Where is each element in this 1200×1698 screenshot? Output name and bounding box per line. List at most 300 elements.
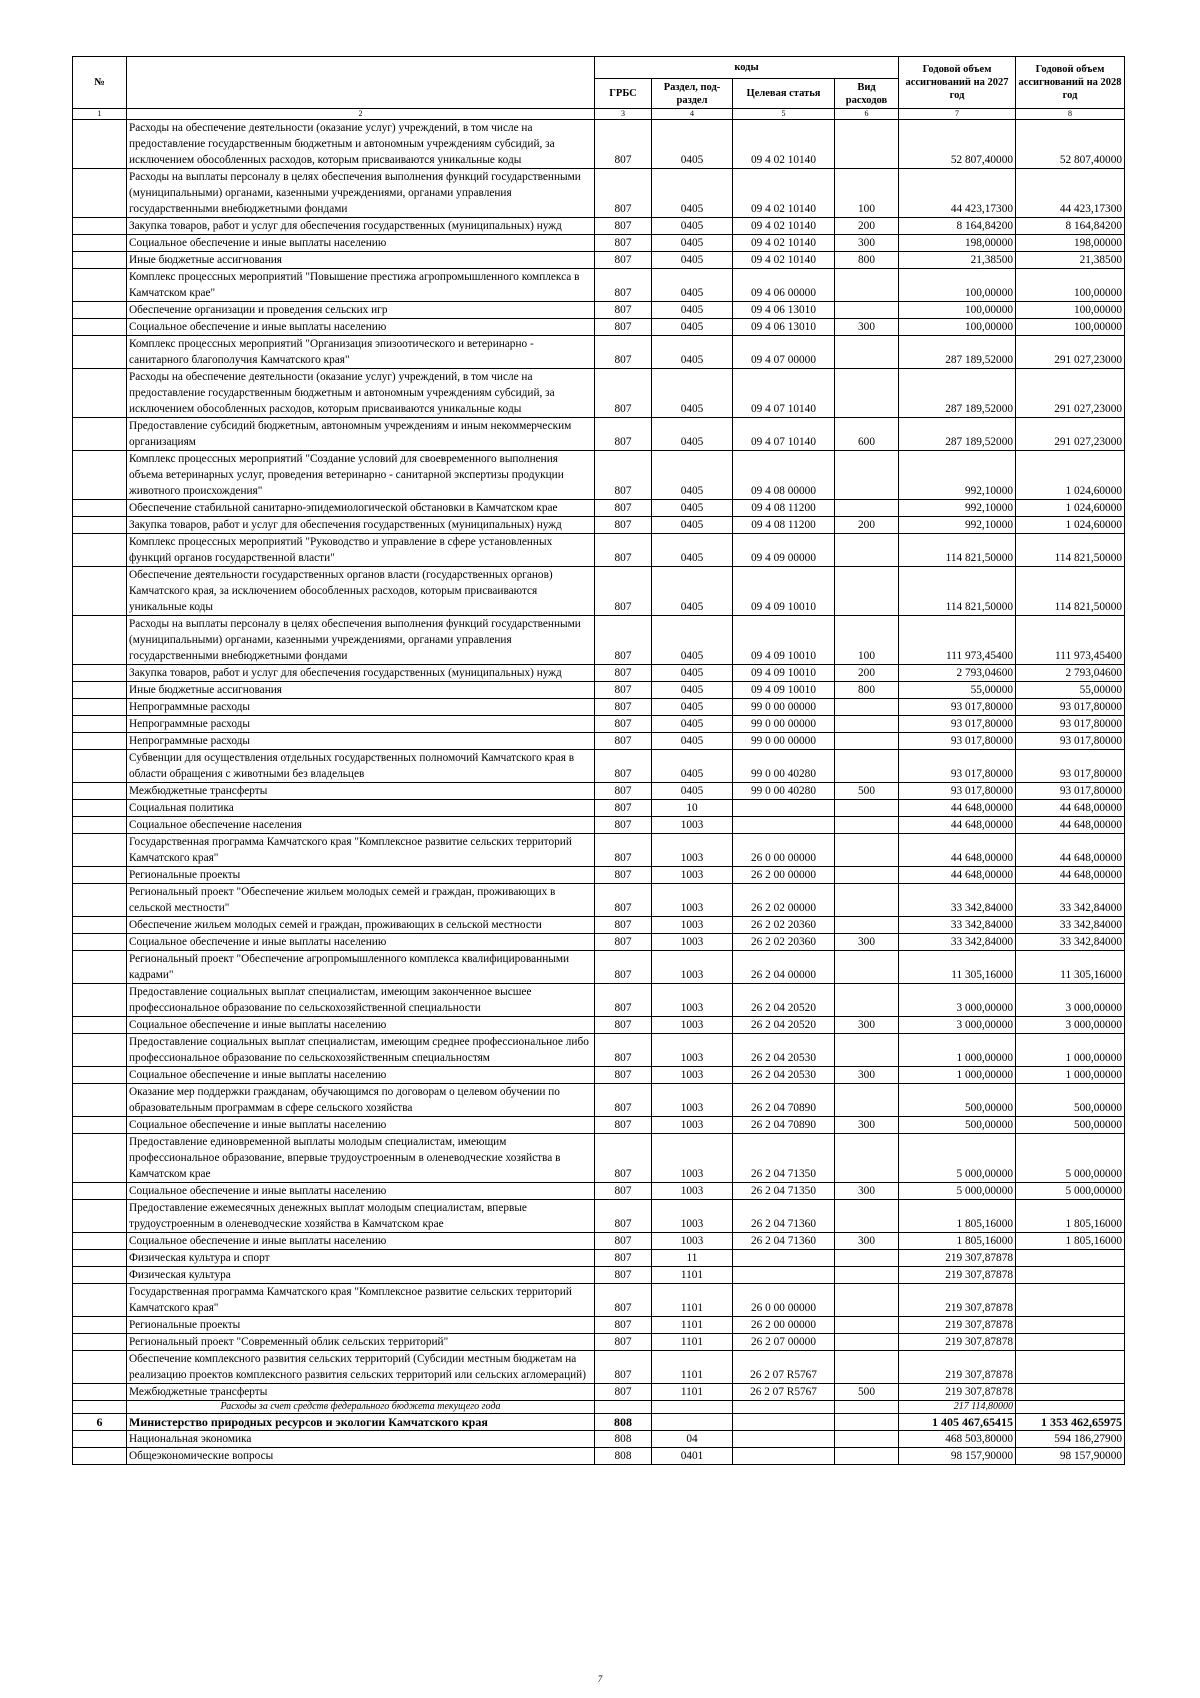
row-grbs: 808 xyxy=(595,1414,652,1431)
row-amount-2028: 44 648,00000 xyxy=(1016,817,1125,834)
row-amount-2028: 2 793,04600 xyxy=(1016,665,1125,682)
row-number xyxy=(73,1017,127,1034)
row-amount-2028: 594 186,27900 xyxy=(1016,1431,1125,1448)
row-amount-2027: 44 648,00000 xyxy=(899,817,1016,834)
row-name: Социальная политика xyxy=(127,800,595,817)
row-amount-2028: 291 027,23000 xyxy=(1016,336,1125,369)
row-amount-2027: 287 189,52000 xyxy=(899,336,1016,369)
row-grbs: 807 xyxy=(595,800,652,817)
row-number xyxy=(73,1200,127,1233)
row-grbs: 807 xyxy=(595,269,652,302)
row-grbs: 807 xyxy=(595,500,652,517)
row-amount-2027: 1 000,00000 xyxy=(899,1067,1016,1084)
row-kind xyxy=(835,800,899,817)
row-target: 09 4 07 00000 xyxy=(733,336,835,369)
row-amount-2027: 44 648,00000 xyxy=(899,867,1016,884)
row-amount-2027: 11 305,16000 xyxy=(899,951,1016,984)
header-number: № xyxy=(73,57,127,109)
row-name: Общеэкономические вопросы xyxy=(127,1448,595,1465)
row-section: 0405 xyxy=(652,169,733,218)
row-name: Непрограммные расходы xyxy=(127,733,595,750)
header-codes: коды xyxy=(595,57,899,79)
row-section xyxy=(652,1401,733,1414)
row-name: Обеспечение жильем молодых семей и граждан, проживающих в сельской местности xyxy=(127,917,595,934)
row-amount-2027: 500,00000 xyxy=(899,1117,1016,1134)
row-kind xyxy=(835,369,899,418)
row-kind: 500 xyxy=(835,783,899,800)
table-row xyxy=(73,750,1125,783)
column-number-row xyxy=(73,109,1125,120)
row-grbs xyxy=(595,1401,652,1414)
row-grbs: 807 xyxy=(595,369,652,418)
table-row xyxy=(73,120,1125,169)
row-name: Региональный проект "Современный облик сельских территорий" xyxy=(127,1334,595,1351)
row-amount-2027: 100,00000 xyxy=(899,302,1016,319)
row-target: 99 0 00 40280 xyxy=(733,783,835,800)
row-kind: 300 xyxy=(835,319,899,336)
table-row xyxy=(73,336,1125,369)
row-grbs: 807 xyxy=(595,733,652,750)
row-grbs: 807 xyxy=(595,451,652,500)
table-row xyxy=(73,1250,1125,1267)
row-target: 09 4 02 10140 xyxy=(733,252,835,269)
row-kind xyxy=(835,1267,899,1284)
row-kind xyxy=(835,917,899,934)
row-amount-2028: 93 017,80000 xyxy=(1016,699,1125,716)
row-kind xyxy=(835,500,899,517)
row-name: Региональный проект "Обеспечение жильем молодых семей и граждан, проживающих в сельской местности" xyxy=(127,884,595,917)
row-section: 0405 xyxy=(652,716,733,733)
table-row xyxy=(73,218,1125,235)
table-row xyxy=(73,1084,1125,1117)
row-amount-2027: 93 017,80000 xyxy=(899,750,1016,783)
row-name: Непрограммные расходы xyxy=(127,716,595,733)
row-kind xyxy=(835,1034,899,1067)
header-2028: Годовой объем ассигнований на 2028 год xyxy=(1016,57,1125,109)
row-kind xyxy=(835,750,899,783)
table-row xyxy=(73,1351,1125,1384)
row-amount-2028 xyxy=(1016,1334,1125,1351)
row-name: Физическая культура и спорт xyxy=(127,1250,595,1267)
row-kind xyxy=(835,534,899,567)
row-number xyxy=(73,1317,127,1334)
row-number xyxy=(73,783,127,800)
row-grbs: 807 xyxy=(595,218,652,235)
row-name: Расходы за счет средств федерального бюджета текущего года xyxy=(127,1401,595,1414)
row-grbs: 807 xyxy=(595,1200,652,1233)
row-grbs: 807 xyxy=(595,951,652,984)
row-target: 09 4 09 10010 xyxy=(733,682,835,699)
table-row xyxy=(73,917,1125,934)
row-section: 0405 xyxy=(652,336,733,369)
row-amount-2027: 93 017,80000 xyxy=(899,783,1016,800)
row-amount-2028: 114 821,50000 xyxy=(1016,534,1125,567)
row-grbs: 807 xyxy=(595,1267,652,1284)
row-amount-2028: 33 342,84000 xyxy=(1016,884,1125,917)
row-amount-2028: 114 821,50000 xyxy=(1016,567,1125,616)
row-section: 1003 xyxy=(652,1183,733,1200)
row-number xyxy=(73,817,127,834)
row-number xyxy=(73,1067,127,1084)
row-kind xyxy=(835,984,899,1017)
table-row xyxy=(73,1414,1125,1431)
table-row xyxy=(73,1284,1125,1317)
row-name: Социальное обеспечение и иные выплаты населению xyxy=(127,1017,595,1034)
row-kind xyxy=(835,867,899,884)
row-grbs: 807 xyxy=(595,1317,652,1334)
row-target: 09 4 06 00000 xyxy=(733,269,835,302)
row-section: 1003 xyxy=(652,884,733,917)
row-section: 0405 xyxy=(652,699,733,716)
row-name: Физическая культура xyxy=(127,1267,595,1284)
row-section: 1003 xyxy=(652,951,733,984)
row-name: Государственная программа Камчатского края "Комплексное развитие сельских территорий Камчатского края" xyxy=(127,834,595,867)
table-row xyxy=(73,834,1125,867)
row-grbs: 807 xyxy=(595,1334,652,1351)
row-amount-2028 xyxy=(1016,1401,1125,1414)
row-grbs: 807 xyxy=(595,567,652,616)
row-target xyxy=(733,1414,835,1431)
row-grbs: 807 xyxy=(595,682,652,699)
row-number xyxy=(73,682,127,699)
row-target xyxy=(733,1448,835,1465)
row-amount-2028: 33 342,84000 xyxy=(1016,917,1125,934)
row-amount-2028: 1 000,00000 xyxy=(1016,1067,1125,1084)
row-grbs: 807 xyxy=(595,1084,652,1117)
row-section: 11 xyxy=(652,1250,733,1267)
row-section: 0405 xyxy=(652,302,733,319)
row-kind: 300 xyxy=(835,1067,899,1084)
row-target: 09 4 09 10010 xyxy=(733,616,835,665)
row-section: 1003 xyxy=(652,1084,733,1117)
table-row xyxy=(73,1317,1125,1334)
row-name: Обеспечение стабильной санитарно-эпидемиологической обстановки в Камчатском крае xyxy=(127,500,595,517)
table-row xyxy=(73,252,1125,269)
row-name: Расходы на обеспечение деятельности (оказание услуг) учреждений, в том числе на предоставление государственным бюджетным и автономным учреждениям субсидий, за исключением обособленных расходов, которым присваиваются уникальные коды xyxy=(127,120,595,169)
row-name: Социальное обеспечение населения xyxy=(127,817,595,834)
row-amount-2028: 93 017,80000 xyxy=(1016,716,1125,733)
row-target: 09 4 07 10140 xyxy=(733,369,835,418)
row-section: 1101 xyxy=(652,1267,733,1284)
row-amount-2028: 33 342,84000 xyxy=(1016,934,1125,951)
row-number xyxy=(73,1401,127,1414)
row-name: Закупка товаров, работ и услуг для обеспечения государственных (муниципальных) нужд xyxy=(127,218,595,235)
row-kind: 300 xyxy=(835,235,899,252)
row-amount-2027: 219 307,87878 xyxy=(899,1250,1016,1267)
row-kind: 300 xyxy=(835,934,899,951)
row-amount-2027: 93 017,80000 xyxy=(899,716,1016,733)
row-name: Комплекс процессных мероприятий "Создание условий для своевременного выполнения объема ветеринарных услуг, проведения ветеринарно - санитарной экспертизы продукции животного происхождения" xyxy=(127,451,595,500)
row-amount-2027: 219 307,87878 xyxy=(899,1334,1016,1351)
row-section: 0405 xyxy=(652,319,733,336)
row-amount-2028: 3 000,00000 xyxy=(1016,1017,1125,1034)
row-amount-2027: 44 648,00000 xyxy=(899,800,1016,817)
table-row xyxy=(73,867,1125,884)
row-amount-2027: 5 000,00000 xyxy=(899,1134,1016,1183)
row-amount-2028: 1 353 462,65975 xyxy=(1016,1414,1125,1431)
row-kind xyxy=(835,716,899,733)
row-number xyxy=(73,120,127,169)
row-target: 26 2 02 20360 xyxy=(733,917,835,934)
row-section: 1101 xyxy=(652,1351,733,1384)
table-row xyxy=(73,567,1125,616)
row-number xyxy=(73,951,127,984)
row-kind xyxy=(835,1334,899,1351)
row-section: 0405 xyxy=(652,218,733,235)
row-target: 26 2 04 71350 xyxy=(733,1134,835,1183)
row-number xyxy=(73,716,127,733)
row-kind: 300 xyxy=(835,1183,899,1200)
row-target: 26 2 07 R5767 xyxy=(733,1384,835,1401)
row-amount-2027: 114 821,50000 xyxy=(899,534,1016,567)
row-number xyxy=(73,1250,127,1267)
row-section: 0405 xyxy=(652,252,733,269)
row-amount-2028: 93 017,80000 xyxy=(1016,783,1125,800)
row-section: 0405 xyxy=(652,517,733,534)
row-amount-2028: 291 027,23000 xyxy=(1016,369,1125,418)
row-grbs: 807 xyxy=(595,867,652,884)
row-amount-2027: 3 000,00000 xyxy=(899,1017,1016,1034)
header-target: Целевая статья xyxy=(733,79,835,109)
row-amount-2028: 21,38500 xyxy=(1016,252,1125,269)
table-row xyxy=(73,951,1125,984)
row-name: Комплекс процессных мероприятий "Организация эпизоотического и ветеринарно - санитарного благополучия Камчатского края" xyxy=(127,336,595,369)
column-number: 8 xyxy=(1016,109,1125,120)
row-kind xyxy=(835,951,899,984)
row-amount-2028: 1 024,60000 xyxy=(1016,500,1125,517)
table-row xyxy=(73,884,1125,917)
row-target: 99 0 00 00000 xyxy=(733,716,835,733)
row-amount-2027: 33 342,84000 xyxy=(899,884,1016,917)
row-section: 0405 xyxy=(652,269,733,302)
row-amount-2028 xyxy=(1016,1267,1125,1284)
row-amount-2027: 219 307,87878 xyxy=(899,1351,1016,1384)
row-kind: 100 xyxy=(835,616,899,665)
row-grbs: 808 xyxy=(595,1448,652,1465)
row-number xyxy=(73,665,127,682)
row-kind: 200 xyxy=(835,517,899,534)
row-target: 26 2 04 20520 xyxy=(733,1017,835,1034)
row-target: 26 2 04 00000 xyxy=(733,951,835,984)
row-number xyxy=(73,1084,127,1117)
row-section: 10 xyxy=(652,800,733,817)
row-kind xyxy=(835,1401,899,1414)
row-target: 26 2 04 71360 xyxy=(733,1233,835,1250)
row-grbs: 807 xyxy=(595,1034,652,1067)
row-grbs: 807 xyxy=(595,917,652,934)
row-amount-2028: 44 648,00000 xyxy=(1016,800,1125,817)
table-row xyxy=(73,500,1125,517)
row-number xyxy=(73,319,127,336)
row-grbs: 807 xyxy=(595,934,652,951)
row-amount-2027: 992,10000 xyxy=(899,517,1016,534)
row-name: Субвенции для осуществления отдельных государственных полномочий Камчатского края в области обращения с животными без владельцев xyxy=(127,750,595,783)
row-section: 1101 xyxy=(652,1284,733,1317)
row-name: Иные бюджетные ассигнования xyxy=(127,252,595,269)
row-target: 09 4 08 00000 xyxy=(733,451,835,500)
table-row xyxy=(73,783,1125,800)
row-grbs: 807 xyxy=(595,1134,652,1183)
row-kind: 300 xyxy=(835,1233,899,1250)
row-amount-2027: 287 189,52000 xyxy=(899,418,1016,451)
row-target: 26 2 00 00000 xyxy=(733,867,835,884)
table-row xyxy=(73,1034,1125,1067)
row-amount-2028: 500,00000 xyxy=(1016,1117,1125,1134)
table-row xyxy=(73,1384,1125,1401)
row-name: Обеспечение комплексного развития сельских территорий (Субсидии местным бюджетам на реализацию проектов комплексного развития сельских территорий или сельских агломераций) xyxy=(127,1351,595,1384)
row-number xyxy=(73,169,127,218)
table-row xyxy=(73,733,1125,750)
row-section: 04 xyxy=(652,1431,733,1448)
row-kind xyxy=(835,1284,899,1317)
row-amount-2028: 93 017,80000 xyxy=(1016,750,1125,783)
header-section: Раздел, под-раздел xyxy=(652,79,733,109)
row-target: 26 2 02 20360 xyxy=(733,934,835,951)
row-number xyxy=(73,418,127,451)
row-grbs: 807 xyxy=(595,1067,652,1084)
row-number xyxy=(73,1351,127,1384)
row-amount-2027: 33 342,84000 xyxy=(899,934,1016,951)
row-kind xyxy=(835,1414,899,1431)
row-amount-2028: 1 024,60000 xyxy=(1016,517,1125,534)
table-row xyxy=(73,984,1125,1017)
row-grbs: 807 xyxy=(595,616,652,665)
row-name: Предоставление социальных выплат специалистам, имеющим законченное высшее профессиональное образование по сельскохозяйственной специальности xyxy=(127,984,595,1017)
row-amount-2027: 287 189,52000 xyxy=(899,369,1016,418)
row-section: 0405 xyxy=(652,120,733,169)
row-grbs: 807 xyxy=(595,1233,652,1250)
row-kind xyxy=(835,1200,899,1233)
row-target: 26 2 07 00000 xyxy=(733,1334,835,1351)
row-name: Предоставление ежемесячных денежных выплат молодым специалистам, впервые трудоустроенным в оленеводческие хозяйства в Камчатском крае xyxy=(127,1200,595,1233)
row-grbs: 807 xyxy=(595,665,652,682)
column-number: 5 xyxy=(733,109,835,120)
column-number: 3 xyxy=(595,109,652,120)
row-amount-2027: 100,00000 xyxy=(899,319,1016,336)
row-number xyxy=(73,616,127,665)
table-row xyxy=(73,534,1125,567)
table-row xyxy=(73,1233,1125,1250)
row-target: 26 2 04 20530 xyxy=(733,1034,835,1067)
row-target: 09 4 02 10140 xyxy=(733,235,835,252)
row-section: 0405 xyxy=(652,534,733,567)
table-row xyxy=(73,418,1125,451)
row-section: 0405 xyxy=(652,500,733,517)
row-grbs: 807 xyxy=(595,534,652,567)
row-amount-2027: 8 164,84200 xyxy=(899,218,1016,235)
row-amount-2028: 1 805,16000 xyxy=(1016,1233,1125,1250)
row-name: Социальное обеспечение и иные выплаты населению xyxy=(127,1117,595,1134)
row-target: 09 4 02 10140 xyxy=(733,218,835,235)
row-number xyxy=(73,1334,127,1351)
table-row xyxy=(73,369,1125,418)
row-target xyxy=(733,1250,835,1267)
row-number xyxy=(73,534,127,567)
table-row xyxy=(73,235,1125,252)
row-amount-2027: 21,38500 xyxy=(899,252,1016,269)
row-kind: 300 xyxy=(835,1017,899,1034)
row-grbs: 807 xyxy=(595,817,652,834)
row-name: Комплекс процессных мероприятий "Руководство и управление в сфере установленных функций органов государственной власти" xyxy=(127,534,595,567)
row-name: Региональные проекты xyxy=(127,867,595,884)
row-amount-2028: 93 017,80000 xyxy=(1016,733,1125,750)
row-amount-2028: 111 973,45400 xyxy=(1016,616,1125,665)
row-grbs: 807 xyxy=(595,884,652,917)
row-section: 1003 xyxy=(652,834,733,867)
row-target: 26 2 04 70890 xyxy=(733,1084,835,1117)
row-number xyxy=(73,369,127,418)
row-grbs: 807 xyxy=(595,699,652,716)
row-kind: 200 xyxy=(835,218,899,235)
row-name: Расходы на обеспечение деятельности (оказание услуг) учреждений, в том числе на предоставление государственным бюджетным и автономным учреждениям субсидий, за исключением обособленных расходов, которым присваиваются уникальные коды xyxy=(127,369,595,418)
row-section: 0405 xyxy=(652,235,733,252)
column-number: 2 xyxy=(127,109,595,120)
table-row xyxy=(73,319,1125,336)
row-amount-2027: 52 807,40000 xyxy=(899,120,1016,169)
row-name: Обеспечение организации и проведения сельских игр xyxy=(127,302,595,319)
header-2027: Годовой объем ассигнований на 2027 год xyxy=(899,57,1016,109)
row-kind xyxy=(835,1134,899,1183)
row-target xyxy=(733,1267,835,1284)
row-number xyxy=(73,252,127,269)
row-kind xyxy=(835,451,899,500)
row-amount-2027: 1 805,16000 xyxy=(899,1233,1016,1250)
row-section: 1003 xyxy=(652,1067,733,1084)
row-amount-2028: 44 648,00000 xyxy=(1016,867,1125,884)
row-number xyxy=(73,867,127,884)
row-name: Расходы на выплаты персоналу в целях обеспечения выполнения функций государственными (муниципальными) органами, казенными учреждениями, органами управления государственными внебюджетными фондами xyxy=(127,169,595,218)
row-target: 26 0 00 00000 xyxy=(733,834,835,867)
row-amount-2027: 2 793,04600 xyxy=(899,665,1016,682)
row-amount-2027: 219 307,87878 xyxy=(899,1317,1016,1334)
row-kind xyxy=(835,269,899,302)
table-row xyxy=(73,817,1125,834)
row-kind xyxy=(835,1084,899,1117)
row-amount-2028: 98 157,90000 xyxy=(1016,1448,1125,1465)
row-target: 26 2 02 00000 xyxy=(733,884,835,917)
row-section: 0405 xyxy=(652,733,733,750)
row-number xyxy=(73,1183,127,1200)
row-name: Социальное обеспечение и иные выплаты населению xyxy=(127,1067,595,1084)
row-amount-2028: 1 805,16000 xyxy=(1016,1200,1125,1233)
row-amount-2027: 44 648,00000 xyxy=(899,834,1016,867)
row-target: 99 0 00 40280 xyxy=(733,750,835,783)
row-number xyxy=(73,1117,127,1134)
table-row xyxy=(73,1431,1125,1448)
row-name: Социальное обеспечение и иные выплаты населению xyxy=(127,1183,595,1200)
row-amount-2028: 55,00000 xyxy=(1016,682,1125,699)
row-number xyxy=(73,884,127,917)
row-kind xyxy=(835,1351,899,1384)
row-section: 0405 xyxy=(652,783,733,800)
row-kind: 800 xyxy=(835,252,899,269)
row-section xyxy=(652,1414,733,1431)
row-section: 1003 xyxy=(652,1117,733,1134)
row-grbs: 807 xyxy=(595,517,652,534)
row-section: 1101 xyxy=(652,1317,733,1334)
row-amount-2028: 1 024,60000 xyxy=(1016,451,1125,500)
row-section: 1003 xyxy=(652,934,733,951)
row-amount-2028: 500,00000 xyxy=(1016,1084,1125,1117)
row-amount-2028 xyxy=(1016,1250,1125,1267)
header-grbs: ГРБС xyxy=(595,79,652,109)
row-grbs: 807 xyxy=(595,1351,652,1384)
row-number xyxy=(73,336,127,369)
table-row xyxy=(73,716,1125,733)
row-amount-2028 xyxy=(1016,1317,1125,1334)
table-row xyxy=(73,1448,1125,1465)
row-target: 09 4 06 13010 xyxy=(733,319,835,336)
